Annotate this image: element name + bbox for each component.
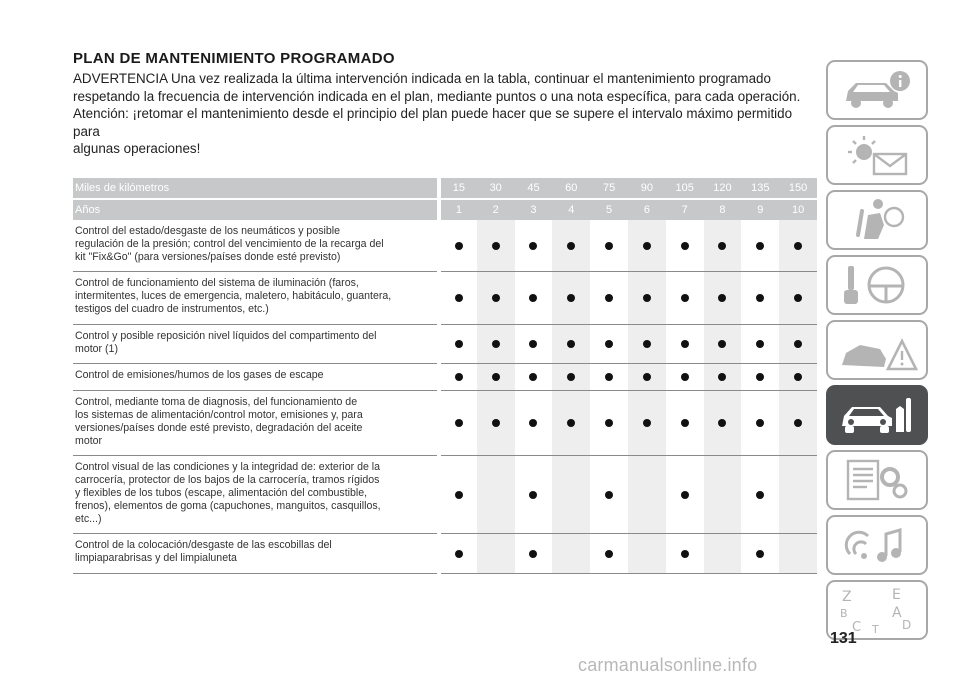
breakdown-icon [834, 325, 920, 375]
interval-cell [552, 324, 590, 364]
interval-cell [628, 272, 666, 324]
required-dot-icon [605, 550, 613, 558]
interval-cell [552, 456, 590, 534]
interval-cell [590, 391, 628, 456]
required-dot-icon [681, 242, 689, 250]
operation-description [73, 324, 439, 364]
required-dot-icon [529, 373, 537, 381]
km-header-cell: 120 [704, 178, 742, 199]
interval-cell [779, 391, 817, 456]
year-header-cell: 4 [552, 199, 590, 220]
required-dot-icon [455, 340, 463, 348]
table-row [73, 364, 817, 391]
required-dot-icon [605, 294, 613, 302]
interval-cell [779, 364, 817, 391]
required-dot-icon [455, 242, 463, 250]
km-header-cell: 15 [439, 178, 477, 199]
interval-cell [741, 456, 779, 534]
tab-emergency[interactable] [826, 320, 928, 380]
page-number: 131 [830, 630, 857, 647]
required-dot-icon [492, 294, 500, 302]
interval-cell [741, 272, 779, 324]
operation-line: carrocería, protector de los bajos de la carrocería, tramos rígidos [75, 474, 380, 487]
interval-cell [590, 456, 628, 534]
operation-line: Control y posible reposición nivel líquidos del compartimento del [75, 329, 377, 342]
operation-line: frenos), elementos de goma (capuchones, manguitos, casquillos, [75, 499, 381, 512]
km-header-cell: 30 [477, 178, 515, 199]
required-dot-icon [794, 340, 802, 348]
interval-cell [552, 272, 590, 324]
operation-line: motor [75, 434, 103, 447]
interval-cell [515, 220, 553, 272]
required-dot-icon [529, 340, 537, 348]
required-dot-icon [529, 294, 537, 302]
operation-description [73, 272, 439, 324]
interval-cell [552, 391, 590, 456]
interval-cell [515, 272, 553, 324]
technical-data-icon [834, 455, 920, 505]
interval-cell [628, 391, 666, 456]
required-dot-icon [681, 550, 689, 558]
maintenance-table [73, 178, 817, 574]
interval-cell [477, 391, 515, 456]
required-dot-icon [756, 491, 764, 499]
interval-cell [628, 364, 666, 391]
interval-cell [779, 534, 817, 574]
required-dot-icon [605, 491, 613, 499]
required-dot-icon [718, 242, 726, 250]
interval-cell [552, 534, 590, 574]
required-dot-icon [492, 340, 500, 348]
interval-cell [515, 324, 553, 364]
operation-line: limpiaparabrisas y del limpialuneta [75, 552, 237, 565]
interval-cell [590, 220, 628, 272]
required-dot-icon [492, 373, 500, 381]
operation-line: etc...) [75, 512, 102, 525]
table-row [73, 220, 817, 272]
operation-line: Control visual de las condiciones y la integridad de: exterior de la [75, 461, 381, 474]
required-dot-icon [605, 340, 613, 348]
car-wrench-icon [834, 390, 920, 440]
required-dot-icon [567, 340, 575, 348]
maintenance-table-body [73, 220, 817, 573]
interval-cell [704, 534, 742, 574]
interval-cell [439, 364, 477, 391]
km-header-row [73, 178, 817, 199]
required-dot-icon [567, 294, 575, 302]
page-title: PLAN DE MANTENIMIENTO PROGRAMADO [73, 50, 395, 67]
svg-text:D: D [902, 618, 912, 632]
km-header-label: Miles de kilómetros [73, 178, 439, 199]
operation-line: kit "Fix&Go" (para versiones/países donde esté previsto) [75, 250, 341, 263]
interval-cell [590, 534, 628, 574]
required-dot-icon [643, 340, 651, 348]
required-dot-icon [529, 419, 537, 427]
required-dot-icon [455, 550, 463, 558]
year-header-cell: 1 [439, 199, 477, 220]
svg-text:Z: Z [842, 589, 852, 605]
interval-cell [779, 220, 817, 272]
intro-warning [73, 70, 813, 158]
tab-technical-data[interactable] [826, 450, 928, 510]
km-header-cell: 150 [779, 178, 817, 199]
intro-line: ADVERTENCIA Una vez realizada la última intervención indicada en la tabla, continuar el mantenimiento programado [73, 71, 771, 86]
svg-text:B: B [840, 607, 848, 620]
operation-description [73, 391, 439, 456]
interval-cell [477, 534, 515, 574]
required-dot-icon [529, 242, 537, 250]
interval-cell [741, 534, 779, 574]
required-dot-icon [794, 373, 802, 381]
intro-line: Atención: ¡retomar el mantenimiento desde el principio del plan puede hacer que se supere el intervalo máximo permitido para [73, 106, 793, 139]
tab-starting-driving[interactable] [826, 255, 928, 315]
required-dot-icon [643, 294, 651, 302]
operation-line: versiones/países donde esté previsto, degradación del aceite [75, 421, 363, 434]
required-dot-icon [605, 419, 613, 427]
tab-safety[interactable] [826, 190, 928, 250]
years-header-label: Años [73, 199, 439, 220]
svg-text:C: C [852, 620, 862, 635]
interval-cell [704, 456, 742, 534]
required-dot-icon [605, 373, 613, 381]
km-header-cell: 75 [590, 178, 628, 199]
required-dot-icon [681, 491, 689, 499]
interval-cell [439, 220, 477, 272]
required-dot-icon [567, 242, 575, 250]
required-dot-icon [455, 294, 463, 302]
required-dot-icon [529, 491, 537, 499]
year-header-cell: 6 [628, 199, 666, 220]
svg-text:E: E [892, 587, 901, 603]
required-dot-icon [455, 373, 463, 381]
index-letters-icon [834, 585, 920, 635]
required-dot-icon [718, 340, 726, 348]
interval-cell [779, 456, 817, 534]
interval-cell [666, 391, 704, 456]
interval-cell [741, 324, 779, 364]
car-info-icon [834, 65, 920, 115]
interval-cell [628, 220, 666, 272]
operation-description [73, 364, 439, 391]
required-dot-icon [605, 242, 613, 250]
interval-cell [628, 456, 666, 534]
operation-line: Control de la colocación/desgaste de las escobillas del [75, 539, 332, 552]
watermark: carmanualsonline.info [578, 655, 758, 675]
operation-line: y flexibles de los tubos (escape, alimentación del combustible, [75, 486, 368, 499]
interval-cell [704, 391, 742, 456]
required-dot-icon [681, 373, 689, 381]
warning-lights-icon [834, 130, 920, 180]
required-dot-icon [643, 373, 651, 381]
required-dot-icon [756, 373, 764, 381]
year-header-cell: 8 [704, 199, 742, 220]
interval-cell [666, 364, 704, 391]
operation-line: Control de emisiones/humos de los gases de escape [75, 369, 324, 382]
operation-line: motor (1) [75, 342, 118, 355]
operation-line: regulación de la presión; control del vencimiento de la recarga del [75, 237, 384, 250]
required-dot-icon [718, 294, 726, 302]
required-dot-icon [492, 242, 500, 250]
interval-cell [779, 324, 817, 364]
interval-cell [590, 324, 628, 364]
interval-cell [666, 324, 704, 364]
required-dot-icon [681, 419, 689, 427]
interval-cell [477, 220, 515, 272]
interval-cell [515, 456, 553, 534]
operation-line: Control del estado/desgaste de los neumáticos y posible [75, 225, 341, 237]
interval-cell [779, 272, 817, 324]
required-dot-icon [455, 419, 463, 427]
key-steering-icon [834, 260, 920, 310]
interval-cell [439, 272, 477, 324]
interval-cell [666, 456, 704, 534]
required-dot-icon [756, 550, 764, 558]
year-header-cell: 9 [741, 199, 779, 220]
operation-description [73, 534, 439, 574]
year-header-cell: 10 [779, 199, 817, 220]
interval-cell [590, 272, 628, 324]
airbag-seat-icon [834, 195, 920, 245]
required-dot-icon [681, 340, 689, 348]
interval-cell [439, 324, 477, 364]
tab-maintenance[interactable] [826, 385, 928, 445]
year-header-cell: 2 [477, 199, 515, 220]
operation-description [73, 456, 439, 534]
tab-warning-lights[interactable] [826, 125, 928, 185]
interval-cell [666, 534, 704, 574]
table-row [73, 324, 817, 364]
required-dot-icon [567, 373, 575, 381]
table-row [73, 391, 817, 456]
interval-cell [552, 364, 590, 391]
interval-cell [515, 391, 553, 456]
year-header-cell: 7 [666, 199, 704, 220]
svg-text:A: A [892, 605, 902, 621]
interval-cell [515, 534, 553, 574]
operation-line: los sistemas de alimentación/control motor, emisiones y, para [75, 408, 363, 421]
table-row [73, 534, 817, 574]
interval-cell [439, 456, 477, 534]
required-dot-icon [681, 294, 689, 302]
interval-cell [741, 391, 779, 456]
interval-cell [439, 391, 477, 456]
interval-cell [590, 364, 628, 391]
operation-description [73, 220, 439, 272]
required-dot-icon [529, 550, 537, 558]
year-header-cell: 5 [590, 199, 628, 220]
table-row [73, 272, 817, 324]
km-header-cell: 105 [666, 178, 704, 199]
interval-cell [666, 220, 704, 272]
interval-cell [628, 534, 666, 574]
required-dot-icon [718, 419, 726, 427]
interval-cell [666, 272, 704, 324]
interval-cell [477, 272, 515, 324]
interval-cell [477, 364, 515, 391]
multimedia-icon [834, 520, 920, 570]
interval-cell [552, 220, 590, 272]
svg-text:T: T [872, 623, 879, 635]
required-dot-icon [794, 242, 802, 250]
operation-line: Control de funcionamiento del sistema de iluminación (faros, [75, 277, 359, 290]
km-header-cell: 90 [628, 178, 666, 199]
table-row [73, 456, 817, 534]
operation-line: Control, mediante toma de diagnosis, del funcionamiento de [75, 396, 358, 409]
operation-line: testigos del cuadro de instrumentos, etc.) [75, 302, 269, 315]
interval-cell [439, 534, 477, 574]
interval-cell [704, 272, 742, 324]
required-dot-icon [492, 419, 500, 427]
intro-line: algunas operaciones! [73, 141, 201, 157]
interval-cell [515, 364, 553, 391]
required-dot-icon [756, 419, 764, 427]
interval-cell [628, 324, 666, 364]
required-dot-icon [756, 294, 764, 302]
year-header-cell: 3 [515, 199, 553, 220]
km-header-cell: 45 [515, 178, 553, 199]
tab-multimedia[interactable] [826, 515, 928, 575]
interval-cell [741, 364, 779, 391]
required-dot-icon [643, 242, 651, 250]
interval-cell [704, 364, 742, 391]
km-header-cell: 135 [741, 178, 779, 199]
years-header-row [73, 199, 817, 220]
required-dot-icon [567, 419, 575, 427]
required-dot-icon [718, 373, 726, 381]
required-dot-icon [643, 419, 651, 427]
required-dot-icon [756, 340, 764, 348]
km-header-cell: 60 [552, 178, 590, 199]
interval-cell [704, 324, 742, 364]
interval-cell [704, 220, 742, 272]
required-dot-icon [794, 419, 802, 427]
required-dot-icon [794, 294, 802, 302]
required-dot-icon [455, 491, 463, 499]
operation-line: intermitentes, luces de emergencia, maletero, habitáculo, guantera, [75, 290, 392, 303]
interval-cell [477, 324, 515, 364]
tab-car-info[interactable] [826, 60, 928, 120]
intro-line: respetando la frecuencia de intervención indicada en el plan, mediante puntos o una nota específica, para cada operación. [73, 88, 801, 104]
required-dot-icon [756, 242, 764, 250]
interval-cell [477, 456, 515, 534]
interval-cell [741, 220, 779, 272]
